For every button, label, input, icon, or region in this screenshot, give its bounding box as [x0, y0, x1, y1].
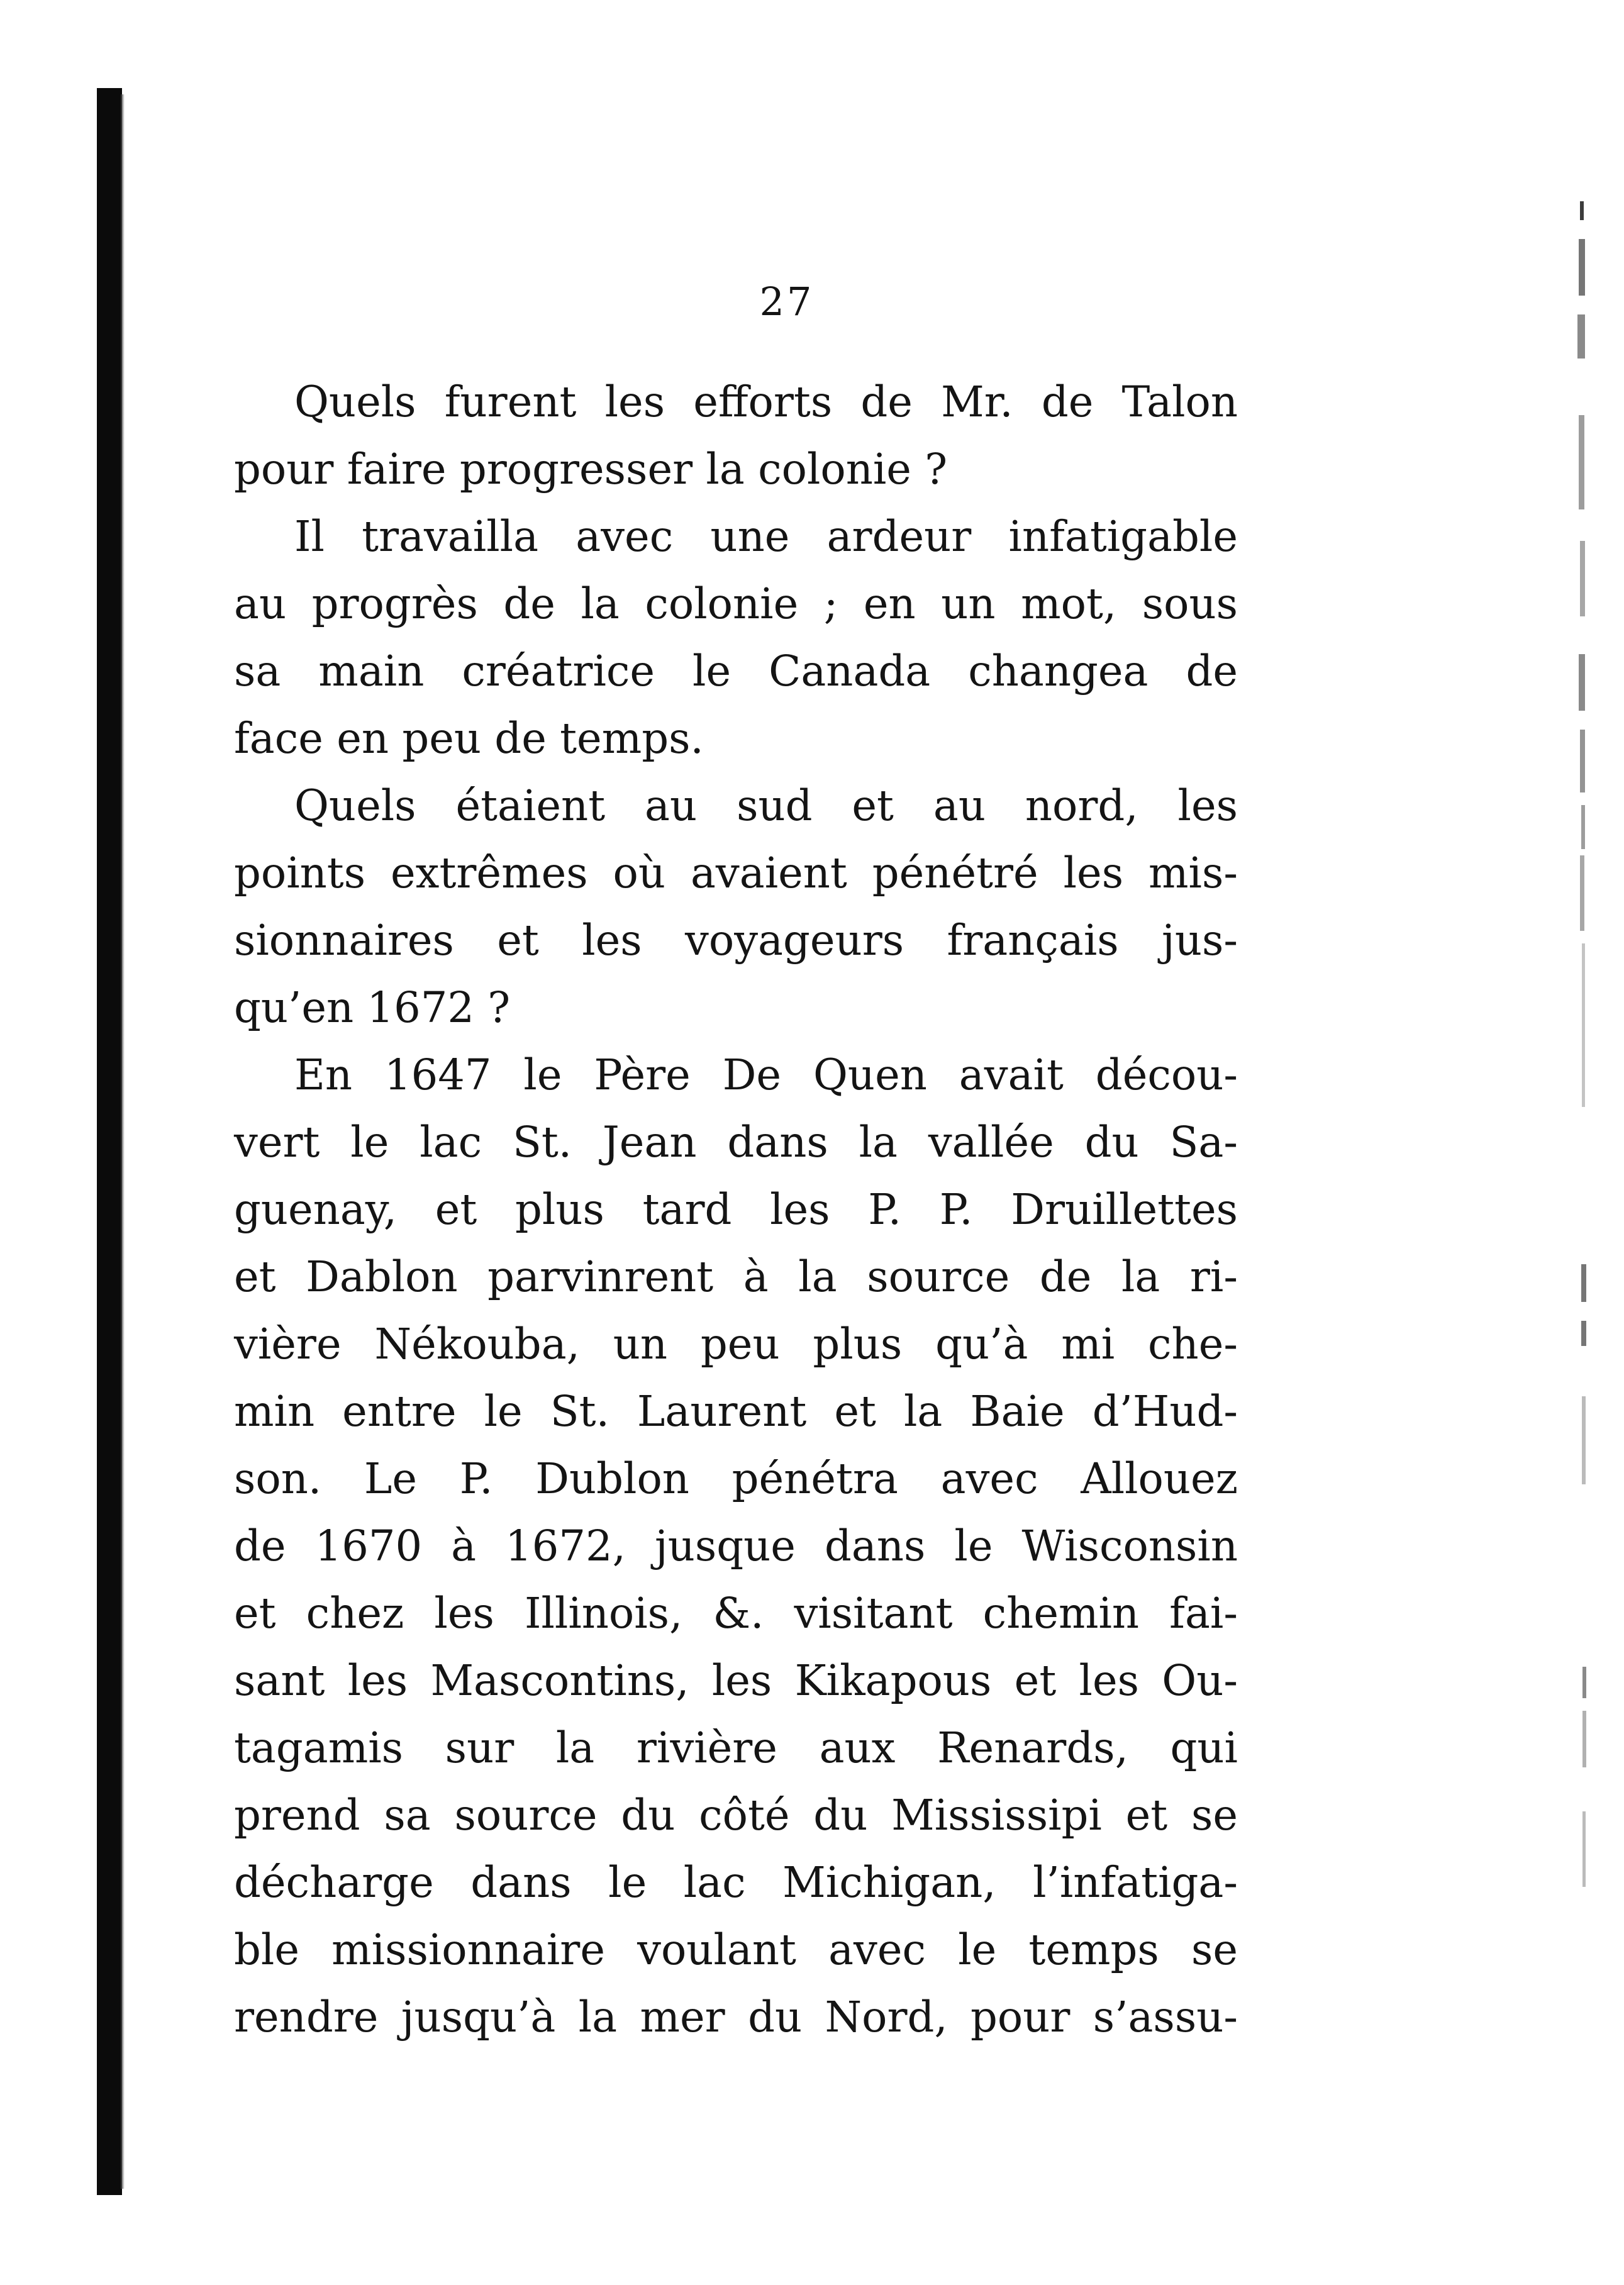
answer-line: décharge dans le lac Michigan, l’infatiga- — [234, 1858, 1238, 1907]
question-line: qu’en 1672 ? — [234, 983, 511, 1032]
answer-line: ble missionnaire voulant avec le temps se — [234, 1925, 1238, 1974]
answer-line: et Dablon parvinrent à la source de la ri- — [234, 1252, 1238, 1301]
answer-line: prend sa source du côté du Mississipi et se — [234, 1791, 1238, 1840]
question-line: Quels furent les efforts de Mr. de Talon — [294, 377, 1238, 426]
answer-line: tagamis sur la rivière aux Renards, qui — [234, 1723, 1238, 1772]
question-line: points extrêmes où avaient pénétré les mis- — [234, 848, 1238, 898]
page-body-text — [234, 369, 1238, 2051]
page-margin-specks — [1498, 0, 1624, 2285]
answer-line: et chez les Illinois, &. visitant chemin fai- — [234, 1589, 1238, 1638]
answer-line: En 1647 le Père De Quen avait décou- — [294, 1050, 1238, 1099]
answer-line: au progrès de la colonie ; en un mot, sous — [234, 579, 1238, 628]
question-line: Quels étaient au sud et au nord, les — [294, 781, 1238, 830]
answer-line: vert le lac St. Jean dans la vallée du Sa- — [234, 1118, 1238, 1167]
answer-line: vière Nékouba, un peu plus qu’à mi che- — [234, 1320, 1238, 1369]
answer-line: sa main créatrice le Canada changea de — [234, 647, 1238, 696]
answer-line: son. Le P. Dublon pénétra avec Allouez — [234, 1454, 1238, 1503]
answer-line: rendre jusqu’à la mer du Nord, pour s’assu- — [234, 1993, 1238, 2042]
answer-line: de 1670 à 1672, jusque dans le Wisconsin — [234, 1521, 1238, 1571]
binding-edge — [97, 88, 122, 2195]
answer-line: face en peu de temps. — [234, 714, 704, 763]
answer-line: Il travailla avec une ardeur infatigable — [294, 512, 1238, 561]
answer-line: min entre le St. Laurent et la Baie d’Hud- — [234, 1387, 1238, 1436]
answer-line: guenay, et plus tard les P. P. Druillettes — [234, 1185, 1238, 1234]
binding-shadow — [121, 94, 125, 2189]
page-number: 27 — [759, 279, 815, 325]
answer-line: sant les Mascontins, les Kikapous et les Ou- — [234, 1656, 1238, 1705]
question-line: pour faire progresser la colonie ? — [234, 445, 948, 494]
question-line: sionnaires et les voyageurs français jus- — [234, 916, 1238, 965]
